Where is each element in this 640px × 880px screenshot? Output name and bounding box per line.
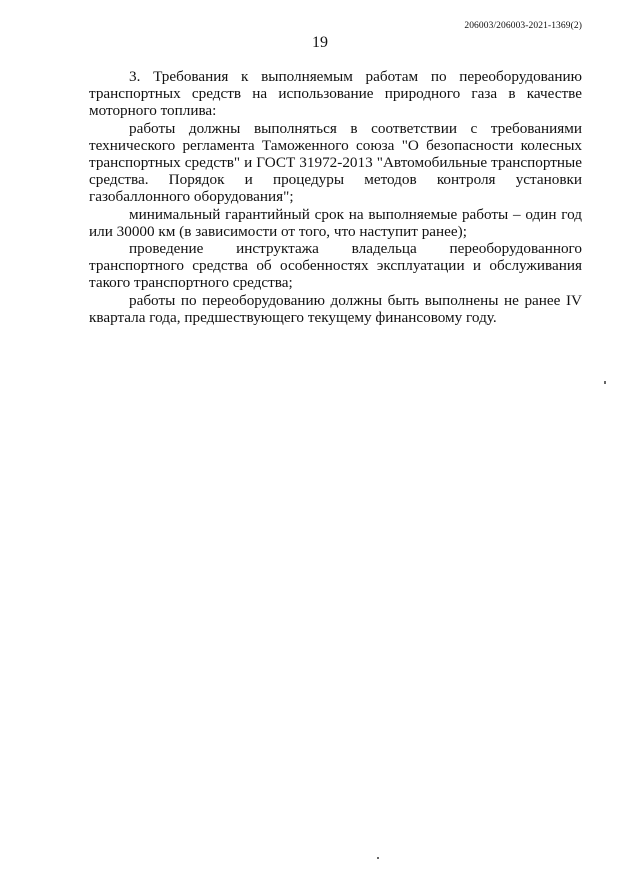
page-number: 19 bbox=[312, 34, 328, 51]
scan-speck bbox=[377, 857, 379, 859]
paragraph-compliance: работы должны выполняться в соответствии с требованиями технического регламента Таможенного союза "О безопасности колесных транспортных средств" и ГОСТ 31972-2013 "Автомобильные транспортные средства. Порядок и процедуры методов контроля установки газобаллонного оборудования"; bbox=[89, 119, 582, 206]
paragraph-section-3-title: 3. Требования к выполняемым работам по переоборудованию транспортных средств на использование природного газа в качестве моторного топлива: bbox=[89, 68, 582, 120]
paragraph-deadline: работы по переоборудованию должны быть выполнены не ранее IV квартала года, предшествующего текущему финансовому году. bbox=[89, 291, 582, 326]
scan-speck bbox=[604, 381, 606, 384]
paragraph-instruction: проведение инструктажа владельца переоборудованного транспортного средства об особенностях эксплуатации и обслуживания такого транспортного средства; bbox=[89, 240, 582, 292]
document-body bbox=[89, 68, 582, 326]
paragraph-warranty: минимальный гарантийный срок на выполняемые работы – один год или 30000 км (в зависимости от того, что наступит ранее); bbox=[89, 205, 582, 240]
document-code: 206003/206003-2021-1369(2) bbox=[464, 21, 582, 31]
